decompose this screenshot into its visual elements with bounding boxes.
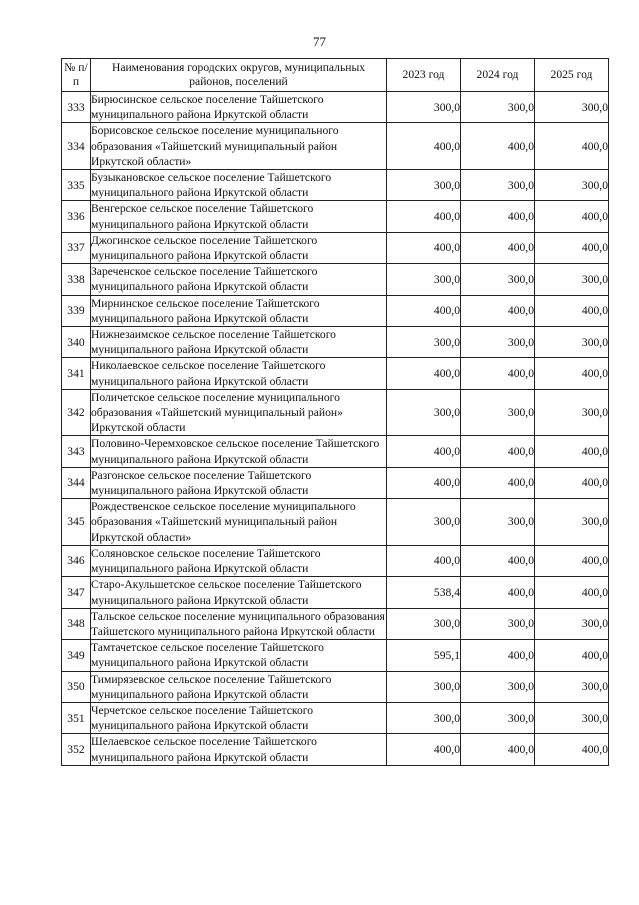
row-value-2025: 300,0 xyxy=(535,389,609,436)
table-row xyxy=(62,201,609,232)
row-name: Бирюсинское сельское поселение Тайшетского муниципального района Иркутской области xyxy=(91,92,387,123)
row-number: 342 xyxy=(62,389,91,436)
header-2023: 2023 год xyxy=(387,59,461,92)
row-name: Рождественское сельское поселение муниципального образования «Тайшетский муниципальный район Иркутской области» xyxy=(91,499,387,546)
row-value-2023: 400,0 xyxy=(387,232,461,263)
table-row xyxy=(62,671,609,702)
row-name: Соляновское сельское поселение Тайшетского муниципального района Иркутской области xyxy=(91,545,387,576)
row-value-2023: 400,0 xyxy=(387,545,461,576)
table-body xyxy=(62,92,609,766)
row-value-2024: 400,0 xyxy=(461,295,535,326)
row-value-2024: 400,0 xyxy=(461,436,535,467)
row-value-2025: 300,0 xyxy=(535,92,609,123)
row-value-2023: 400,0 xyxy=(387,734,461,765)
row-value-2023: 300,0 xyxy=(387,671,461,702)
table-row xyxy=(62,123,609,170)
row-value-2024: 300,0 xyxy=(461,92,535,123)
row-value-2024: 300,0 xyxy=(461,264,535,295)
page-number: 77 xyxy=(313,34,326,49)
row-value-2024: 400,0 xyxy=(461,358,535,389)
header-2025: 2025 год xyxy=(535,59,609,92)
row-number: 339 xyxy=(62,295,91,326)
row-number: 340 xyxy=(62,327,91,358)
row-value-2024: 400,0 xyxy=(461,123,535,170)
row-value-2023: 300,0 xyxy=(387,499,461,546)
row-value-2025: 300,0 xyxy=(535,264,609,295)
table-header xyxy=(62,59,609,92)
row-number: 335 xyxy=(62,170,91,201)
table-row xyxy=(62,499,609,546)
row-value-2023: 595,1 xyxy=(387,640,461,671)
row-number: 348 xyxy=(62,608,91,639)
table-row xyxy=(62,389,609,436)
table-row xyxy=(62,577,609,608)
budget-table xyxy=(61,58,609,766)
row-value-2025: 400,0 xyxy=(535,201,609,232)
row-number: 334 xyxy=(62,123,91,170)
row-value-2023: 538,4 xyxy=(387,577,461,608)
row-value-2025: 400,0 xyxy=(535,436,609,467)
row-number: 338 xyxy=(62,264,91,295)
row-name: Разгонское сельское поселение Тайшетского муниципального района Иркутской области xyxy=(91,467,387,498)
table-row xyxy=(62,232,609,263)
row-name: Черчетское сельское поселение Тайшетского муниципального района Иркутской области xyxy=(91,702,387,733)
row-name: Половино-Черемховское сельское поселение Тайшетского муниципального района Иркутской области xyxy=(91,436,387,467)
row-value-2025: 400,0 xyxy=(535,734,609,765)
table-row xyxy=(62,436,609,467)
row-value-2025: 300,0 xyxy=(535,608,609,639)
table-row xyxy=(62,734,609,765)
row-value-2023: 400,0 xyxy=(387,295,461,326)
row-value-2025: 300,0 xyxy=(535,671,609,702)
row-value-2025: 400,0 xyxy=(535,123,609,170)
row-value-2024: 400,0 xyxy=(461,640,535,671)
row-value-2023: 300,0 xyxy=(387,702,461,733)
row-value-2024: 400,0 xyxy=(461,734,535,765)
row-value-2024: 400,0 xyxy=(461,232,535,263)
row-name: Джогинское сельское поселение Тайшетского муниципального района Иркутской области xyxy=(91,232,387,263)
row-value-2025: 400,0 xyxy=(535,232,609,263)
row-number: 344 xyxy=(62,467,91,498)
row-value-2023: 300,0 xyxy=(387,92,461,123)
row-value-2024: 300,0 xyxy=(461,170,535,201)
table-row xyxy=(62,327,609,358)
row-number: 337 xyxy=(62,232,91,263)
row-number: 341 xyxy=(62,358,91,389)
row-name: Тимирязевское сельское поселение Тайшетского муниципального района Иркутской области xyxy=(91,671,387,702)
row-name: Тамтачетское сельское поселение Тайшетского муниципального района Иркутской области xyxy=(91,640,387,671)
row-value-2024: 400,0 xyxy=(461,467,535,498)
row-value-2025: 300,0 xyxy=(535,327,609,358)
row-value-2023: 300,0 xyxy=(387,608,461,639)
row-number: 333 xyxy=(62,92,91,123)
row-value-2023: 300,0 xyxy=(387,264,461,295)
header-2024: 2024 год xyxy=(461,59,535,92)
row-number: 347 xyxy=(62,577,91,608)
row-number: 349 xyxy=(62,640,91,671)
row-value-2024: 300,0 xyxy=(461,389,535,436)
row-value-2024: 400,0 xyxy=(461,545,535,576)
table-row xyxy=(62,608,609,639)
row-value-2024: 400,0 xyxy=(461,577,535,608)
table-row xyxy=(62,295,609,326)
row-value-2024: 300,0 xyxy=(461,671,535,702)
row-name: Старо-Акульшетское сельское поселение Тайшетского муниципального района Иркутской области xyxy=(91,577,387,608)
table-row xyxy=(62,467,609,498)
row-name: Поличетское сельское поселение муниципального образования «Тайшетский муниципальный район» Иркутской области xyxy=(91,389,387,436)
row-name: Нижнезаимское сельское поселение Тайшетского муниципального района Иркутской области xyxy=(91,327,387,358)
row-value-2023: 400,0 xyxy=(387,123,461,170)
row-value-2023: 400,0 xyxy=(387,436,461,467)
row-number: 345 xyxy=(62,499,91,546)
table-row xyxy=(62,545,609,576)
row-number: 346 xyxy=(62,545,91,576)
row-value-2025: 300,0 xyxy=(535,170,609,201)
row-name: Шелаевское сельское поселение Тайшетского муниципального района Иркутской области xyxy=(91,734,387,765)
header-num: № п/п xyxy=(62,59,91,92)
header-name: Наименования городских округов, муниципальных районов, поселений xyxy=(91,59,387,92)
row-value-2023: 400,0 xyxy=(387,358,461,389)
row-value-2025: 400,0 xyxy=(535,467,609,498)
row-number: 336 xyxy=(62,201,91,232)
row-number: 351 xyxy=(62,702,91,733)
row-value-2025: 300,0 xyxy=(535,702,609,733)
row-value-2024: 300,0 xyxy=(461,702,535,733)
table-row xyxy=(62,358,609,389)
row-value-2023: 400,0 xyxy=(387,201,461,232)
row-number: 350 xyxy=(62,671,91,702)
row-value-2025: 300,0 xyxy=(535,499,609,546)
row-number: 352 xyxy=(62,734,91,765)
row-value-2024: 300,0 xyxy=(461,499,535,546)
row-name: Тальское сельское поселение муниципального образования Тайшетского муниципального района Иркутской области xyxy=(91,609,385,638)
table-row xyxy=(62,92,609,123)
table-row xyxy=(62,170,609,201)
row-value-2025: 400,0 xyxy=(535,577,609,608)
row-value-2024: 400,0 xyxy=(461,201,535,232)
row-value-2025: 400,0 xyxy=(535,295,609,326)
row-name: Бузыкановское сельское поселение Тайшетского муниципального района Иркутской области xyxy=(91,170,387,201)
row-value-2023: 300,0 xyxy=(387,389,461,436)
row-value-2023: 300,0 xyxy=(387,170,461,201)
row-value-2025: 400,0 xyxy=(535,640,609,671)
row-value-2024: 300,0 xyxy=(461,608,535,639)
row-name: Борисовское сельское поселение муниципального образования «Тайшетский муниципальный район Иркутской области» xyxy=(91,123,387,170)
table-row xyxy=(62,264,609,295)
row-value-2024: 300,0 xyxy=(461,327,535,358)
row-number: 343 xyxy=(62,436,91,467)
row-name: Зареченское сельское поселение Тайшетского муниципального района Иркутской области xyxy=(91,264,387,295)
row-value-2025: 400,0 xyxy=(535,545,609,576)
table-row xyxy=(62,702,609,733)
table-row xyxy=(62,640,609,671)
row-value-2023: 300,0 xyxy=(387,327,461,358)
row-name: Николаевское сельское поселение Тайшетского муниципального района Иркутской области xyxy=(91,358,387,389)
row-name: Мирнинское сельское поселение Тайшетского муниципального района Иркутской области xyxy=(91,295,387,326)
row-value-2025: 400,0 xyxy=(535,358,609,389)
row-name: Венгерское сельское поселение Тайшетского муниципального района Иркутской области xyxy=(91,201,387,232)
row-value-2023: 400,0 xyxy=(387,467,461,498)
